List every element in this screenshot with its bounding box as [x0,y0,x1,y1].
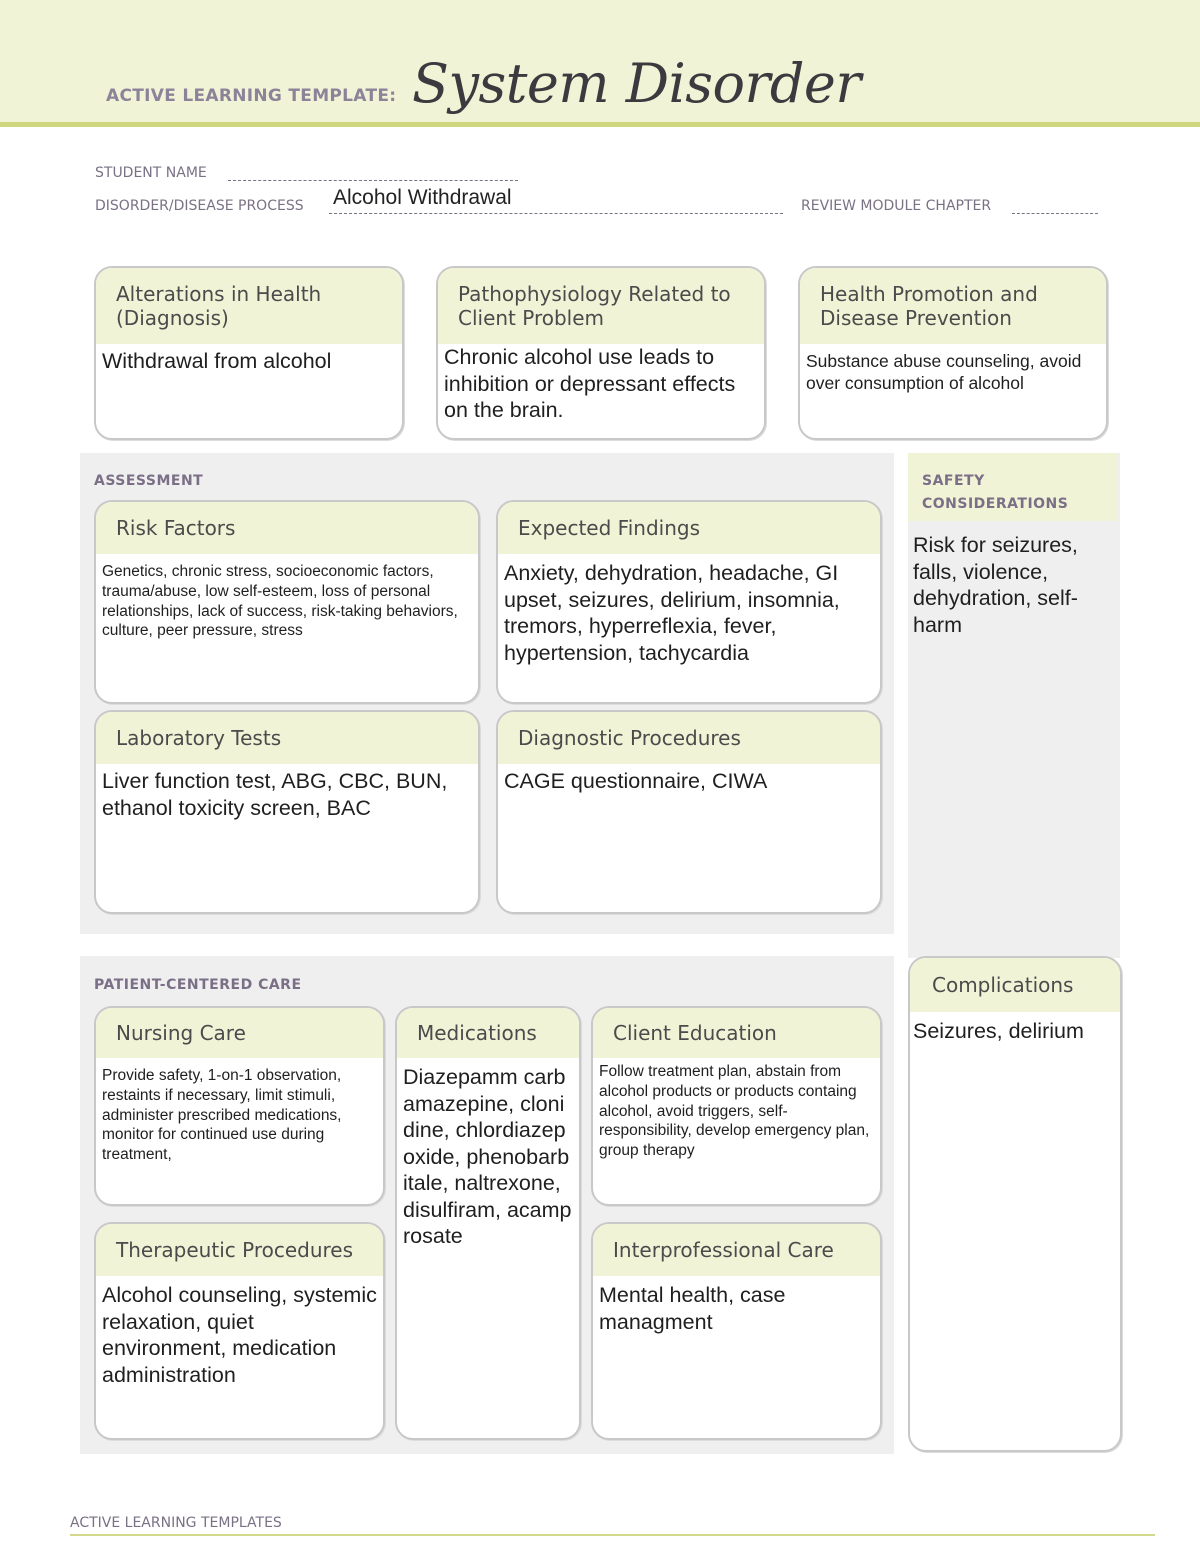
card-laboratory-tests-header [96,712,478,764]
card-medications [395,1006,581,1440]
card-complications-header [910,958,1120,1012]
card-medications-title: Medications [417,1021,537,1045]
card-laboratory-tests-body: Liver function test, ABG, CBC, BUN, ethanol toxicity screen, BAC [102,769,448,820]
card-pathophysiology [436,266,766,440]
card-alterations-in-health [94,266,404,440]
review-module-label: REVIEW MODULE CHAPTER [801,198,992,214]
card-expected-findings [496,500,882,704]
card-interprofessional-care-title: Interprofessional Care [613,1238,834,1262]
card-client-education-body: Follow treatment plan, abstain from alcohol products or products containg alcohol, avoid triggers, self-responsibility, develop emergency plan, group therapy [599,1063,870,1160]
safety-section [908,453,1120,958]
card-client-education-title: Client Education [613,1021,777,1045]
card-therapeutic-procedures-body: Alcohol counseling, systemic relaxation, quiet environment, medication administration [102,1283,377,1387]
card-alterations-body: Withdrawal from alcohol [102,349,332,373]
template-label: ACTIVE LEARNING TEMPLATE: [106,86,397,106]
card-expected-findings-body: Anxiety, dehydration, headache, GI upset, seizures, delirium, insomnia, tremors, hyperreflexia, fever, hypertension, tachycardia [504,561,840,665]
card-health-promotion-body: Substance abuse counseling, avoid over consumption of alcohol [806,351,1082,393]
card-nursing-care-title: Nursing Care [116,1021,246,1045]
card-diagnostic-procedures [496,710,882,914]
review-module-field[interactable] [1012,213,1098,214]
card-client-education [591,1006,882,1206]
safety-body: Risk for seizures, falls, violence, dehydration, self-harm [913,533,1078,637]
card-medications-header [397,1008,579,1058]
card-diagnostic-procedures-title: Diagnostic Procedures [518,726,741,750]
card-nursing-care-body: Provide safety, 1-on-1 observation, restaints if necessary, limit stimuli, administer prescribed medications, monitor for continued use during treatment, [102,1067,342,1164]
card-therapeutic-procedures-header [96,1224,383,1276]
card-complications-body: Seizures, delirium [913,1019,1084,1043]
disorder-value: Alcohol Withdrawal [333,186,512,209]
page-title: System Disorder [412,52,861,115]
card-interprofessional-care-body: Mental health, case managment [599,1283,786,1334]
card-health-promotion [798,266,1108,440]
card-laboratory-tests [94,710,480,914]
card-interprofessional-care [591,1222,882,1440]
card-alterations-title: Alterations in Health (Diagnosis) [116,282,322,330]
student-name-field[interactable] [228,180,518,181]
card-interprofessional-care-header [593,1224,880,1276]
card-pathophysiology-header [438,268,764,344]
card-expected-findings-header [498,502,880,554]
card-health-promotion-header [800,268,1106,344]
assessment-label: ASSESSMENT [94,473,204,489]
card-diagnostic-procedures-header [498,712,880,764]
disorder-field[interactable] [329,213,783,214]
card-health-promotion-title: Health Promotion and Disease Prevention [820,282,1038,330]
card-alterations-header [96,268,402,344]
footer-text: ACTIVE LEARNING TEMPLATES [70,1515,282,1531]
card-client-education-header [593,1008,880,1058]
card-risk-factors-title: Risk Factors [116,516,236,540]
safety-label: SAFETY CONSIDERATIONS [922,473,1069,512]
student-name-label: STUDENT NAME [95,165,207,181]
card-therapeutic-procedures-title: Therapeutic Procedures [116,1238,354,1262]
card-risk-factors-body: Genetics, chronic stress, socioeconomic factors, trauma/abuse, low self-esteem, loss of personal relationships, lack of success, risk-taking behaviors, culture, peer pressure, stress [102,563,458,640]
card-diagnostic-procedures-body: CAGE questionnaire, CIWA [504,769,768,793]
card-expected-findings-title: Expected Findings [518,516,700,540]
disorder-label: DISORDER/DISEASE PROCESS [95,198,304,214]
card-risk-factors [94,500,480,704]
header-rule [0,122,1200,127]
card-pathophysiology-title: Pathophysiology Related to Client Problem [458,282,731,330]
card-pathophysiology-body: Chronic alcohol use leads to inhibition or depressant effects on the brain. [444,345,736,422]
card-nursing-care-header [96,1008,383,1058]
card-medications-body: Diazepamm carbamazepine, clonidine, chlordiazepoxide, phenobarbitale, naltrexone, disulfiram, acamprosate [403,1065,572,1248]
card-laboratory-tests-title: Laboratory Tests [116,726,282,750]
card-nursing-care [94,1006,385,1206]
card-risk-factors-header [96,502,478,554]
card-complications [908,956,1122,1452]
card-therapeutic-procedures [94,1222,385,1440]
patient-centered-care-label: PATIENT-CENTERED CARE [94,977,302,993]
footer-rule [70,1534,1155,1536]
card-complications-title: Complications [932,973,1074,997]
